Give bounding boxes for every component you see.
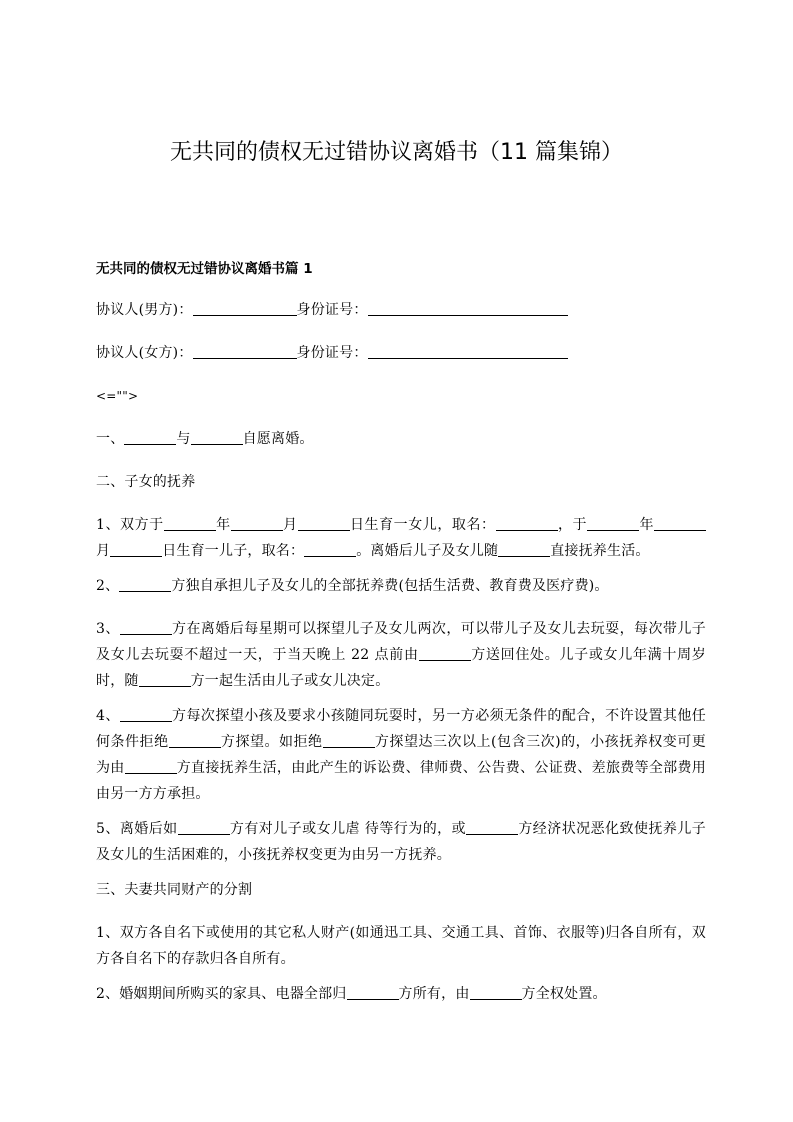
male-id-blank	[368, 299, 568, 316]
clause-2-heading: 二、子女的抚养	[96, 474, 196, 490]
clause-1-mid: 与	[176, 431, 191, 447]
clause-2-3	[96, 616, 706, 694]
blank	[120, 618, 172, 635]
blank	[323, 731, 375, 748]
text: 月	[96, 543, 111, 559]
male-id-label: 身份证号：	[296, 302, 368, 318]
blank	[654, 514, 706, 531]
text: 方在离婚后每星期可以探望儿子及女儿两次，可以带儿子及女儿去玩耍，每次带儿子及女儿去玩耍不超过一天，于当天晚上 22 点前由	[96, 621, 706, 663]
blank	[178, 818, 230, 835]
text: 年	[215, 517, 231, 533]
text: 方经济状况恶化致使抚养儿子及女儿的生活困难的，小孩抚养权变更为由另一方抚养。	[96, 821, 706, 863]
text: 5、离婚后如	[96, 821, 178, 837]
blank	[470, 983, 522, 1000]
text: 。离婚后儿子及女儿随	[356, 543, 499, 559]
text: 方探望。如拒绝	[220, 734, 323, 750]
text: 2、婚姻期间所购买的家具、电器全部归	[96, 986, 347, 1002]
blank	[124, 428, 176, 445]
clause-3-heading: 三、夫妻共同财产的分割	[96, 882, 253, 898]
male-party-label: 协议人(男方)：	[96, 302, 193, 318]
blank	[347, 983, 399, 1000]
party-male-line	[96, 297, 706, 323]
text: 月	[282, 517, 298, 533]
blank	[139, 670, 191, 687]
blank	[304, 540, 356, 557]
text: 方探望达三次以上(包含三次)的，小孩抚养权变可更为由	[96, 734, 706, 776]
female-party-label: 协议人(女方)：	[96, 345, 193, 361]
text: 方一起生活由儿子或女儿决定。	[190, 673, 390, 689]
blank	[419, 644, 471, 661]
female-id-label: 身份证号：	[296, 345, 368, 361]
clause-2-4	[96, 703, 706, 807]
clause-3-2	[96, 981, 706, 1007]
document-title: 无共同的债权无过错协议离婚书（11 篇集锦）	[170, 140, 623, 165]
clause-2-5	[96, 816, 706, 868]
female-id-blank	[368, 342, 568, 359]
blank	[125, 757, 177, 774]
party-female-line	[96, 340, 706, 366]
text: 日生育一儿子，取名：	[162, 543, 305, 559]
text: 直接抚养生活。	[550, 543, 650, 559]
clause-1-suffix: 自愿离婚。	[242, 431, 314, 447]
text: 方全权处置。	[521, 986, 607, 1002]
document-body	[96, 258, 706, 1016]
clause-3-1: 1、双方各自名下或使用的其它私人财产(如通迅工具、交通工具、首饰、衣服等)归各自所有，双方各自名下的存款归各自所有。	[96, 925, 706, 967]
markup-artifact: <="">	[96, 389, 139, 403]
text: 年	[639, 517, 655, 533]
text: 日生育一女儿，取名：	[349, 517, 496, 533]
text: 4、	[96, 708, 120, 724]
blank	[169, 731, 221, 748]
blank	[110, 540, 162, 557]
text: 方送回住处。儿子或女儿年满十周岁时，随	[96, 647, 707, 689]
clause-1	[96, 426, 706, 452]
text: 方独自承担儿子及女儿的全部抚养费(包括生活费、教育费及医疗费)。	[171, 578, 609, 594]
blank	[298, 514, 350, 531]
blank	[466, 818, 518, 835]
section-title: 无共同的债权无过错协议离婚书篇 1	[96, 261, 313, 277]
text: 1、双方于	[96, 517, 164, 533]
text: 方所有，由	[398, 986, 470, 1002]
blank	[119, 575, 171, 592]
text: ，于	[557, 517, 588, 533]
male-name-blank	[193, 299, 297, 316]
text: 3、	[96, 621, 120, 637]
blank	[587, 514, 639, 531]
female-name-blank	[193, 342, 297, 359]
blank	[231, 514, 283, 531]
blank	[164, 514, 216, 531]
blank	[496, 514, 558, 531]
clause-2-2	[96, 573, 706, 599]
text: 方直接抚养生活，由此产生的诉讼费、律师费、公告费、公证费、差旅费等全部费用由另一方方承担。	[96, 760, 706, 802]
clause-1-prefix: 一、	[96, 431, 125, 447]
blank	[498, 540, 550, 557]
blank	[120, 705, 172, 722]
text: 方每次探望小孩及要求小孩随同玩耍时，另一方必须无条件的配合，不许设置其他任何条件拒绝	[96, 708, 706, 750]
blank	[191, 428, 243, 445]
text: 2、	[96, 578, 120, 594]
clause-2-1	[96, 512, 706, 564]
text: 方有对儿子或女儿虐 待等行为的，或	[229, 821, 467, 837]
